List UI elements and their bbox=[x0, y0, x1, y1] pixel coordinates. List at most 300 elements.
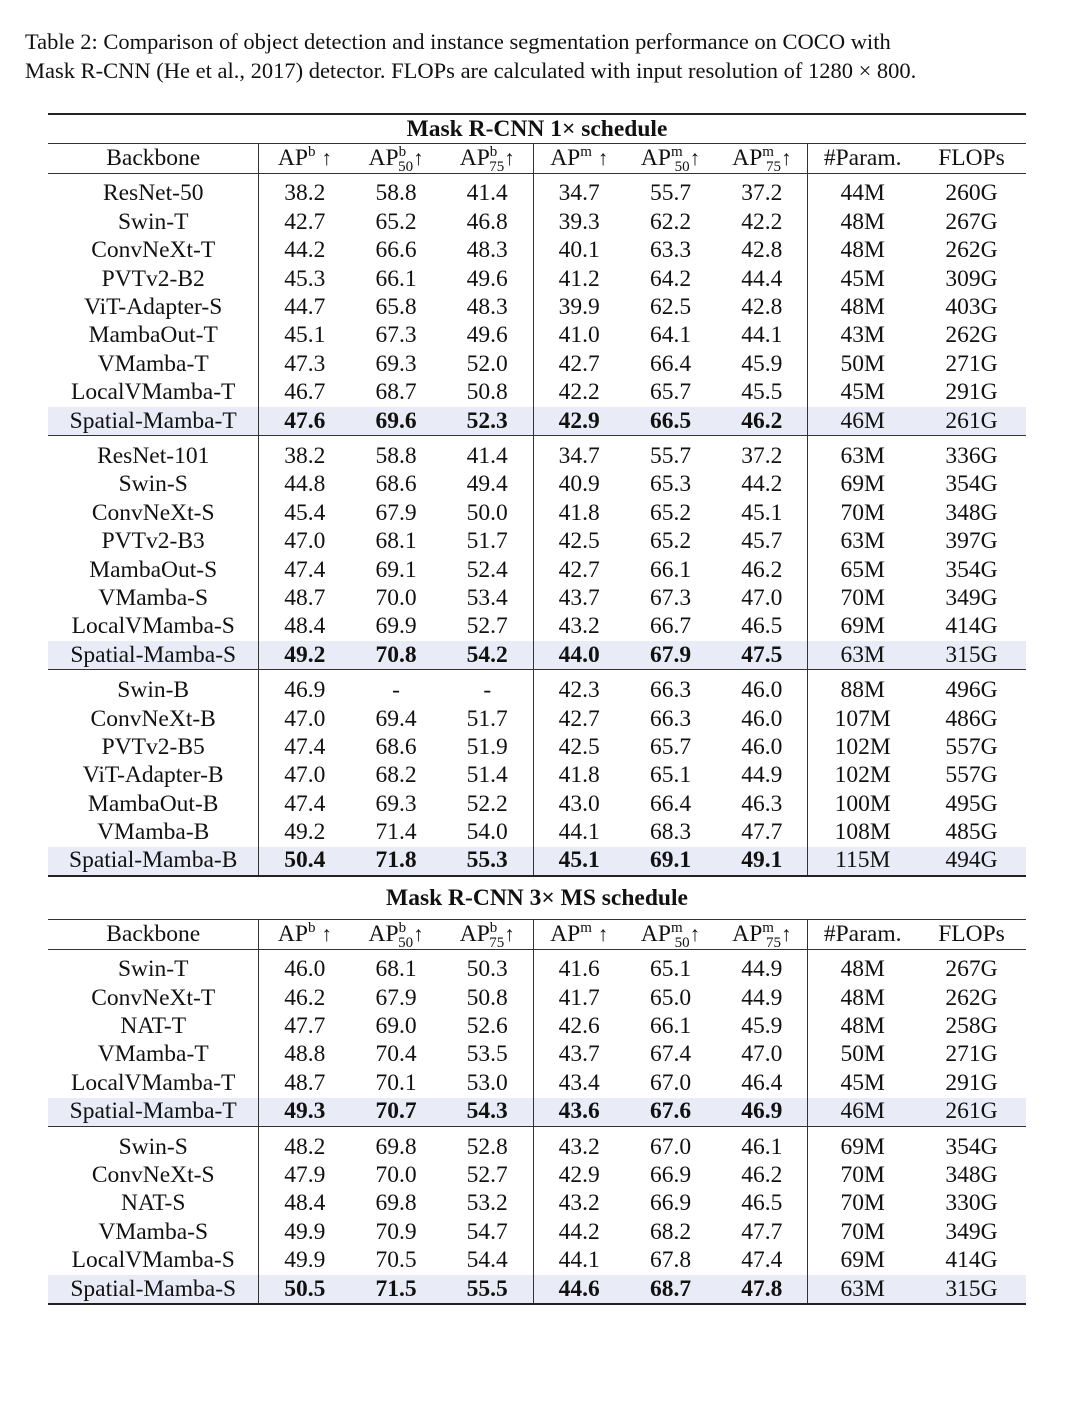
table-cell: 51.7 bbox=[466, 705, 508, 732]
header-subscript: 50 bbox=[674, 158, 690, 175]
table-cell: 46.0 bbox=[741, 677, 783, 704]
table-cell: 49.6 bbox=[466, 322, 508, 349]
table-cell: 50M bbox=[808, 350, 917, 378]
caption-line-1: Table 2: Comparison of object detection and instance segmentation performance on COCO with bbox=[25, 29, 891, 54]
table-cell: 68.1 bbox=[375, 528, 417, 555]
table-cell: 68.7 bbox=[375, 379, 417, 406]
table-cell: 42.9 bbox=[533, 407, 625, 436]
table-cell: 261G bbox=[917, 407, 1026, 436]
table-cell: 69.0 bbox=[375, 1013, 417, 1040]
header-param: #Param. bbox=[808, 920, 917, 949]
table-cell: 348G bbox=[945, 1161, 998, 1188]
backbone-name: Swin-S bbox=[118, 1133, 188, 1160]
backbone-name: LocalVMamba-T bbox=[70, 1069, 236, 1096]
header-cell bbox=[533, 920, 625, 949]
table-cell: 70.5 bbox=[375, 1247, 417, 1274]
table-cell: 100M bbox=[808, 790, 917, 818]
table-cell: 43.6 bbox=[533, 1098, 625, 1127]
table-cell: 46.2 bbox=[716, 407, 808, 436]
table-cell: 115M bbox=[808, 847, 917, 876]
table-cell: 68.1 bbox=[375, 956, 417, 983]
table-cell: 70.1 bbox=[375, 1069, 417, 1096]
table-row bbox=[48, 1126, 1026, 1161]
table-cell: 44.9 bbox=[741, 956, 783, 983]
table-cell: 65.1 bbox=[649, 956, 692, 983]
header-backbone: Backbone bbox=[48, 920, 259, 949]
backbone-name: ResNet-101 bbox=[97, 442, 210, 469]
table-cell: 46.4 bbox=[741, 1069, 783, 1096]
table-cell: 68.6 bbox=[375, 733, 417, 760]
backbone-name: VMamba-T bbox=[97, 350, 209, 377]
backbone-name: MambaOut-B bbox=[87, 790, 219, 817]
table-cell: 49.4 bbox=[466, 471, 508, 498]
arrow-up-icon: ↑ bbox=[689, 921, 701, 946]
table-cell: 70.4 bbox=[375, 1041, 417, 1068]
header-superscript: m bbox=[762, 144, 774, 161]
table-caption bbox=[25, 27, 1060, 85]
table-row bbox=[48, 208, 1026, 236]
table-cell: 557G bbox=[945, 762, 998, 789]
table-cell: 494G bbox=[917, 847, 1026, 876]
header-cell bbox=[259, 144, 350, 173]
table-cell: 47.0 bbox=[741, 584, 783, 611]
table-cell: 44.2 bbox=[533, 1218, 625, 1246]
table-cell: 52.6 bbox=[466, 1013, 508, 1040]
header-superscript: b bbox=[307, 144, 316, 161]
table-cell: 48M bbox=[808, 293, 917, 321]
table-cell: 65.2 bbox=[649, 528, 692, 555]
table-row bbox=[48, 584, 1026, 612]
table-cell: 336G bbox=[945, 442, 998, 469]
header-superscript: b bbox=[398, 144, 407, 161]
table-cell: 65.7 bbox=[649, 379, 692, 406]
table-cell: 37.2 bbox=[741, 442, 783, 469]
table-row bbox=[48, 762, 1026, 790]
table-row bbox=[48, 705, 1026, 733]
table-cell: 41.4 bbox=[466, 180, 508, 207]
table-cell: 414G bbox=[945, 1247, 998, 1274]
table-cell: 47.3 bbox=[259, 350, 350, 378]
backbone-name: ConvNeXt-T bbox=[91, 237, 216, 264]
table-row bbox=[48, 556, 1026, 584]
table-cell: 108M bbox=[808, 818, 917, 846]
header-superscript: b bbox=[489, 144, 498, 161]
table-row bbox=[48, 1012, 1026, 1040]
table-cell: 55.7 bbox=[649, 442, 692, 469]
table-cell: 49.2 bbox=[259, 641, 350, 670]
header-cell bbox=[442, 920, 533, 949]
table-cell: 107M bbox=[808, 705, 917, 733]
table-cell: 354G bbox=[945, 1133, 998, 1160]
table-cell: 43.2 bbox=[533, 613, 625, 641]
table-cell: 66.4 bbox=[649, 350, 692, 377]
table-cell: 44.7 bbox=[259, 293, 350, 321]
table-row bbox=[48, 322, 1026, 350]
header-superscript: m bbox=[762, 920, 774, 937]
arrow-up-icon: ↑ bbox=[780, 921, 792, 946]
table-cell: 44.2 bbox=[259, 237, 350, 265]
table-cell: 70M bbox=[808, 584, 917, 612]
table-cell: 55.7 bbox=[649, 180, 692, 207]
table-cell: 64.2 bbox=[649, 265, 692, 292]
header-superscript: m bbox=[580, 920, 592, 937]
header-subscript: 75 bbox=[489, 934, 505, 951]
arrow-up-icon: ↑ bbox=[413, 921, 424, 946]
table-cell: 46.0 bbox=[741, 733, 783, 760]
table-cell: 44.9 bbox=[741, 762, 783, 789]
header-superscript: m bbox=[580, 144, 592, 161]
table-cell: 68.3 bbox=[649, 819, 692, 846]
table-cell: 68.2 bbox=[649, 1218, 692, 1245]
table-cell: 41.8 bbox=[533, 762, 625, 790]
table-cell: 62.5 bbox=[649, 294, 692, 321]
backbone-name: PVTv2-B2 bbox=[101, 265, 205, 292]
table-cell: 42.2 bbox=[533, 379, 625, 407]
table-cell: 262G bbox=[945, 322, 998, 349]
table-row bbox=[48, 1275, 1026, 1304]
table-cell: 349G bbox=[945, 1218, 998, 1245]
table-cell: 262G bbox=[945, 984, 998, 1011]
arrow-up-icon: ↑ bbox=[321, 146, 332, 171]
table-row bbox=[48, 436, 1026, 471]
table-cell: 44.9 bbox=[741, 984, 783, 1011]
table-cell: 41.2 bbox=[533, 265, 625, 293]
table-cell: 47.7 bbox=[259, 1012, 350, 1040]
table-cell: 58.8 bbox=[375, 442, 417, 469]
arrow-up-icon: ↑ bbox=[780, 146, 792, 171]
table-cell: 414G bbox=[945, 613, 998, 640]
table-row bbox=[48, 1246, 1026, 1274]
table-cell: 44.6 bbox=[533, 1275, 625, 1304]
table-cell: 52.7 bbox=[466, 1161, 508, 1188]
table-cell: 47.6 bbox=[259, 407, 350, 436]
table-cell: 50.4 bbox=[259, 847, 350, 876]
table-cell: 70.7 bbox=[350, 1098, 441, 1127]
table-row bbox=[48, 1161, 1026, 1189]
table-cell: 42.7 bbox=[533, 705, 625, 733]
table-cell: 48.7 bbox=[259, 1069, 350, 1097]
table-cell: 45.9 bbox=[741, 1013, 783, 1040]
header-superscript: b bbox=[489, 920, 498, 937]
table-cell: 62.2 bbox=[649, 208, 692, 235]
table-cell: 69.6 bbox=[350, 407, 441, 436]
header-cell bbox=[442, 144, 533, 173]
header-ap-text: AP bbox=[277, 920, 308, 947]
table-cell: 40.9 bbox=[533, 471, 625, 499]
header-ap-text: AP bbox=[459, 145, 490, 172]
table-cell: 37.2 bbox=[741, 180, 783, 207]
backbone-name: LocalVMamba-S bbox=[71, 613, 235, 640]
arrow-up-icon: ↑ bbox=[321, 921, 332, 946]
table-cell: 271G bbox=[945, 350, 998, 377]
header-cell bbox=[350, 920, 441, 949]
table-cell: 69M bbox=[808, 1126, 917, 1161]
header-cell bbox=[625, 920, 717, 949]
table-cell: 42.3 bbox=[533, 670, 625, 705]
header-ap-text: AP bbox=[459, 920, 490, 947]
table-cell: 46.5 bbox=[741, 1190, 783, 1217]
header-ap-text: AP bbox=[368, 920, 399, 947]
table-cell: 34.7 bbox=[533, 173, 625, 208]
header-ap-text: AP bbox=[550, 920, 581, 947]
table-cell: 46.2 bbox=[259, 984, 350, 1012]
table-cell: 51.7 bbox=[466, 528, 508, 555]
table-cell: 48.2 bbox=[259, 1126, 350, 1161]
table-cell: 46.8 bbox=[466, 208, 508, 235]
table-cell: 45.1 bbox=[259, 322, 350, 350]
table-cell: 38.2 bbox=[259, 173, 350, 208]
table-cell: 267G bbox=[945, 956, 998, 983]
table-row bbox=[48, 984, 1026, 1012]
table-cell: 47.0 bbox=[259, 705, 350, 733]
header-ap-text: AP bbox=[550, 145, 581, 172]
table-cell: 68.2 bbox=[375, 762, 417, 789]
table-cell: 102M bbox=[808, 762, 917, 790]
table-cell: 42.8 bbox=[741, 294, 783, 321]
table-cell: 262G bbox=[945, 237, 998, 264]
table-cell: 52.2 bbox=[466, 790, 508, 817]
table-cell: 69.9 bbox=[375, 613, 417, 640]
table-cell: 44M bbox=[808, 173, 917, 208]
table-cell: 38.2 bbox=[259, 436, 350, 471]
table-cell: 49.9 bbox=[259, 1246, 350, 1274]
table-cell: 47.0 bbox=[741, 1041, 783, 1068]
table-row bbox=[48, 471, 1026, 499]
table-cell: 50.3 bbox=[466, 956, 508, 983]
table-cell: 44.1 bbox=[533, 818, 625, 846]
backbone-name: MambaOut-S bbox=[89, 556, 218, 583]
table-cell: 47.7 bbox=[741, 1218, 783, 1245]
table-cell: 261G bbox=[917, 1098, 1026, 1127]
table-cell: 70.9 bbox=[375, 1218, 417, 1245]
table-row bbox=[48, 173, 1026, 208]
table-cell: 52.8 bbox=[466, 1133, 508, 1160]
backbone-name: VMamba-B bbox=[97, 819, 210, 846]
table-cell: 63M bbox=[808, 527, 917, 555]
header-cell bbox=[716, 144, 808, 173]
table-cell: 68.7 bbox=[625, 1275, 717, 1304]
backbone-name: VMamba-S bbox=[98, 1218, 209, 1245]
table-cell: 69M bbox=[808, 613, 917, 641]
table-cell: 50M bbox=[808, 1041, 917, 1069]
table-cell: 88M bbox=[808, 670, 917, 705]
table-row bbox=[48, 379, 1026, 407]
table-row bbox=[48, 1218, 1026, 1246]
results-table bbox=[48, 113, 1026, 1305]
header-subscript: 50 bbox=[674, 934, 690, 951]
table-cell: 65.2 bbox=[375, 208, 417, 235]
table-cell: 397G bbox=[945, 528, 998, 555]
backbone-name: Spatial-Mamba-B bbox=[48, 847, 259, 876]
table-cell: 40.1 bbox=[533, 237, 625, 265]
table-cell: 67.9 bbox=[625, 641, 717, 670]
table-cell: 49.9 bbox=[259, 1218, 350, 1246]
table-cell: 44.4 bbox=[741, 265, 783, 292]
table-cell: 48.3 bbox=[466, 294, 508, 321]
backbone-name: Spatial-Mamba-S bbox=[48, 1275, 259, 1304]
table-row bbox=[48, 265, 1026, 293]
backbone-name: VMamba-T bbox=[97, 1041, 209, 1068]
table-cell: 63.3 bbox=[649, 237, 692, 264]
table-cell: 45.9 bbox=[741, 350, 783, 377]
table-cell: 46.1 bbox=[741, 1133, 783, 1160]
table-cell: 309G bbox=[945, 265, 998, 292]
table-cell: 46M bbox=[808, 407, 917, 436]
table-cell: 260G bbox=[945, 180, 998, 207]
backbone-name: NAT-T bbox=[120, 1013, 187, 1040]
table-cell: 54.4 bbox=[466, 1247, 508, 1274]
table-cell: 42.6 bbox=[533, 1012, 625, 1040]
table-cell: 315G bbox=[917, 1275, 1026, 1304]
table-cell: 47.0 bbox=[259, 762, 350, 790]
table-cell: 65.1 bbox=[649, 762, 692, 789]
table-cell: 69.3 bbox=[375, 790, 417, 817]
backbone-name: MambaOut-T bbox=[88, 322, 218, 349]
backbone-name: ViT-Adapter-B bbox=[82, 762, 224, 789]
table-cell: 45.7 bbox=[741, 528, 783, 555]
table-cell: 66.3 bbox=[649, 705, 692, 732]
table-row bbox=[48, 407, 1026, 436]
table-row bbox=[48, 237, 1026, 265]
table-cell: 44.8 bbox=[259, 471, 350, 499]
table-cell: 66.9 bbox=[649, 1161, 692, 1188]
header-ap-text: AP bbox=[640, 920, 671, 947]
table-cell: 70M bbox=[808, 499, 917, 527]
table-cell: 58.8 bbox=[375, 180, 417, 207]
arrow-up-icon: ↑ bbox=[504, 921, 515, 946]
table-cell: 65.7 bbox=[649, 733, 692, 760]
table-cell: 48M bbox=[808, 949, 917, 984]
table-cell: 49.3 bbox=[259, 1098, 350, 1127]
arrow-up-icon: ↑ bbox=[689, 146, 701, 171]
table-cell: 46.9 bbox=[259, 670, 350, 705]
table-cell: 42.5 bbox=[533, 527, 625, 555]
table-cell: 47.4 bbox=[259, 733, 350, 761]
table-cell: 47.4 bbox=[259, 556, 350, 584]
table-row bbox=[48, 350, 1026, 378]
header-backbone: Backbone bbox=[48, 144, 259, 173]
header-subscript: 75 bbox=[765, 158, 781, 175]
table-cell: 291G bbox=[945, 379, 998, 406]
table-cell: 68.6 bbox=[375, 471, 417, 498]
backbone-name: NAT-S bbox=[120, 1190, 186, 1217]
table-cell: 70.0 bbox=[375, 584, 417, 611]
table-cell: 48M bbox=[808, 1012, 917, 1040]
table-cell: 43M bbox=[808, 322, 917, 350]
table-cell: 67.9 bbox=[375, 499, 417, 526]
backbone-name: Spatial-Mamba-T bbox=[48, 1098, 259, 1127]
table-row bbox=[48, 1098, 1026, 1127]
backbone-name: ConvNeXt-B bbox=[90, 705, 216, 732]
table-cell: 48M bbox=[808, 984, 917, 1012]
table-cell: 47.9 bbox=[259, 1161, 350, 1189]
table-cell: 46.7 bbox=[259, 379, 350, 407]
table-cell: 330G bbox=[945, 1190, 998, 1217]
header-cell bbox=[350, 144, 441, 173]
section-title: Mask R-CNN 1× schedule bbox=[48, 114, 1026, 144]
backbone-name: LocalVMamba-T bbox=[70, 379, 236, 406]
table-cell: 46.2 bbox=[741, 1161, 783, 1188]
table-row bbox=[48, 949, 1026, 984]
table-cell: 55.5 bbox=[442, 1275, 533, 1304]
table-cell: 46.3 bbox=[741, 790, 783, 817]
table-cell: 45M bbox=[808, 379, 917, 407]
table-cell: 50.0 bbox=[466, 499, 508, 526]
results-table-body bbox=[48, 114, 1026, 1304]
table-cell: 42.8 bbox=[741, 237, 783, 264]
table-cell: 54.0 bbox=[466, 819, 508, 846]
backbone-name: ConvNeXt-T bbox=[91, 984, 216, 1011]
table-cell: 102M bbox=[808, 733, 917, 761]
table-cell: 39.9 bbox=[533, 293, 625, 321]
header-flops: FLOPs bbox=[917, 920, 1026, 949]
table-cell: 45.1 bbox=[533, 847, 625, 876]
table-cell: 67.3 bbox=[649, 584, 692, 611]
table-cell: 42.7 bbox=[533, 556, 625, 584]
header-subscript: 75 bbox=[489, 158, 505, 175]
table-row bbox=[48, 847, 1026, 876]
table-cell: 348G bbox=[945, 499, 998, 526]
table-row bbox=[48, 641, 1026, 670]
header-superscript: m bbox=[670, 144, 683, 161]
table-row bbox=[48, 670, 1026, 705]
table-cell: 46M bbox=[808, 1098, 917, 1127]
table-cell: 71.5 bbox=[350, 1275, 441, 1304]
table-cell: 48.7 bbox=[259, 584, 350, 612]
table-row bbox=[48, 790, 1026, 818]
table-cell: 43.4 bbox=[533, 1069, 625, 1097]
table-cell: 66.3 bbox=[649, 677, 692, 704]
backbone-name: ViT-Adapter-S bbox=[84, 294, 223, 321]
table-cell: 69.8 bbox=[375, 1133, 417, 1160]
table-cell: 65.8 bbox=[375, 294, 417, 321]
arrow-up-icon: ↑ bbox=[504, 146, 515, 171]
table-cell: 46.5 bbox=[741, 613, 783, 640]
header-subscript: 50 bbox=[398, 934, 414, 951]
table-cell: 44.0 bbox=[533, 641, 625, 670]
table-cell: 43.0 bbox=[533, 790, 625, 818]
table-cell: 66.1 bbox=[649, 1013, 692, 1040]
section-title-row bbox=[48, 114, 1026, 144]
table-cell: 47.8 bbox=[716, 1275, 808, 1304]
table-row bbox=[48, 1041, 1026, 1069]
table-cell: 495G bbox=[945, 790, 998, 817]
backbone-name: PVTv2-B3 bbox=[101, 528, 205, 555]
table-cell: 45.4 bbox=[259, 499, 350, 527]
table-cell: 69M bbox=[808, 471, 917, 499]
header-superscript: b bbox=[307, 920, 316, 937]
table-cell: 52.0 bbox=[466, 350, 508, 377]
table-cell: 349G bbox=[945, 584, 998, 611]
table-cell: 41.6 bbox=[533, 949, 625, 984]
backbone-name: ConvNeXt-S bbox=[91, 499, 215, 526]
table-cell: 42.7 bbox=[259, 208, 350, 236]
table-cell: 54.7 bbox=[466, 1218, 508, 1245]
table-cell: 67.8 bbox=[649, 1247, 692, 1274]
table-cell: 42.7 bbox=[533, 350, 625, 378]
table-cell: 67.4 bbox=[649, 1041, 692, 1068]
table-row bbox=[48, 527, 1026, 555]
table-cell: 65.3 bbox=[649, 471, 692, 498]
header-row bbox=[48, 920, 1026, 949]
backbone-name: Swin-S bbox=[118, 471, 188, 498]
header-flops: FLOPs bbox=[917, 144, 1026, 173]
table-cell: 66.7 bbox=[649, 613, 692, 640]
backbone-name: Swin-T bbox=[117, 208, 189, 235]
table-cell: 43.7 bbox=[533, 584, 625, 612]
table-cell: 45M bbox=[808, 265, 917, 293]
table-cell: 271G bbox=[945, 1041, 998, 1068]
